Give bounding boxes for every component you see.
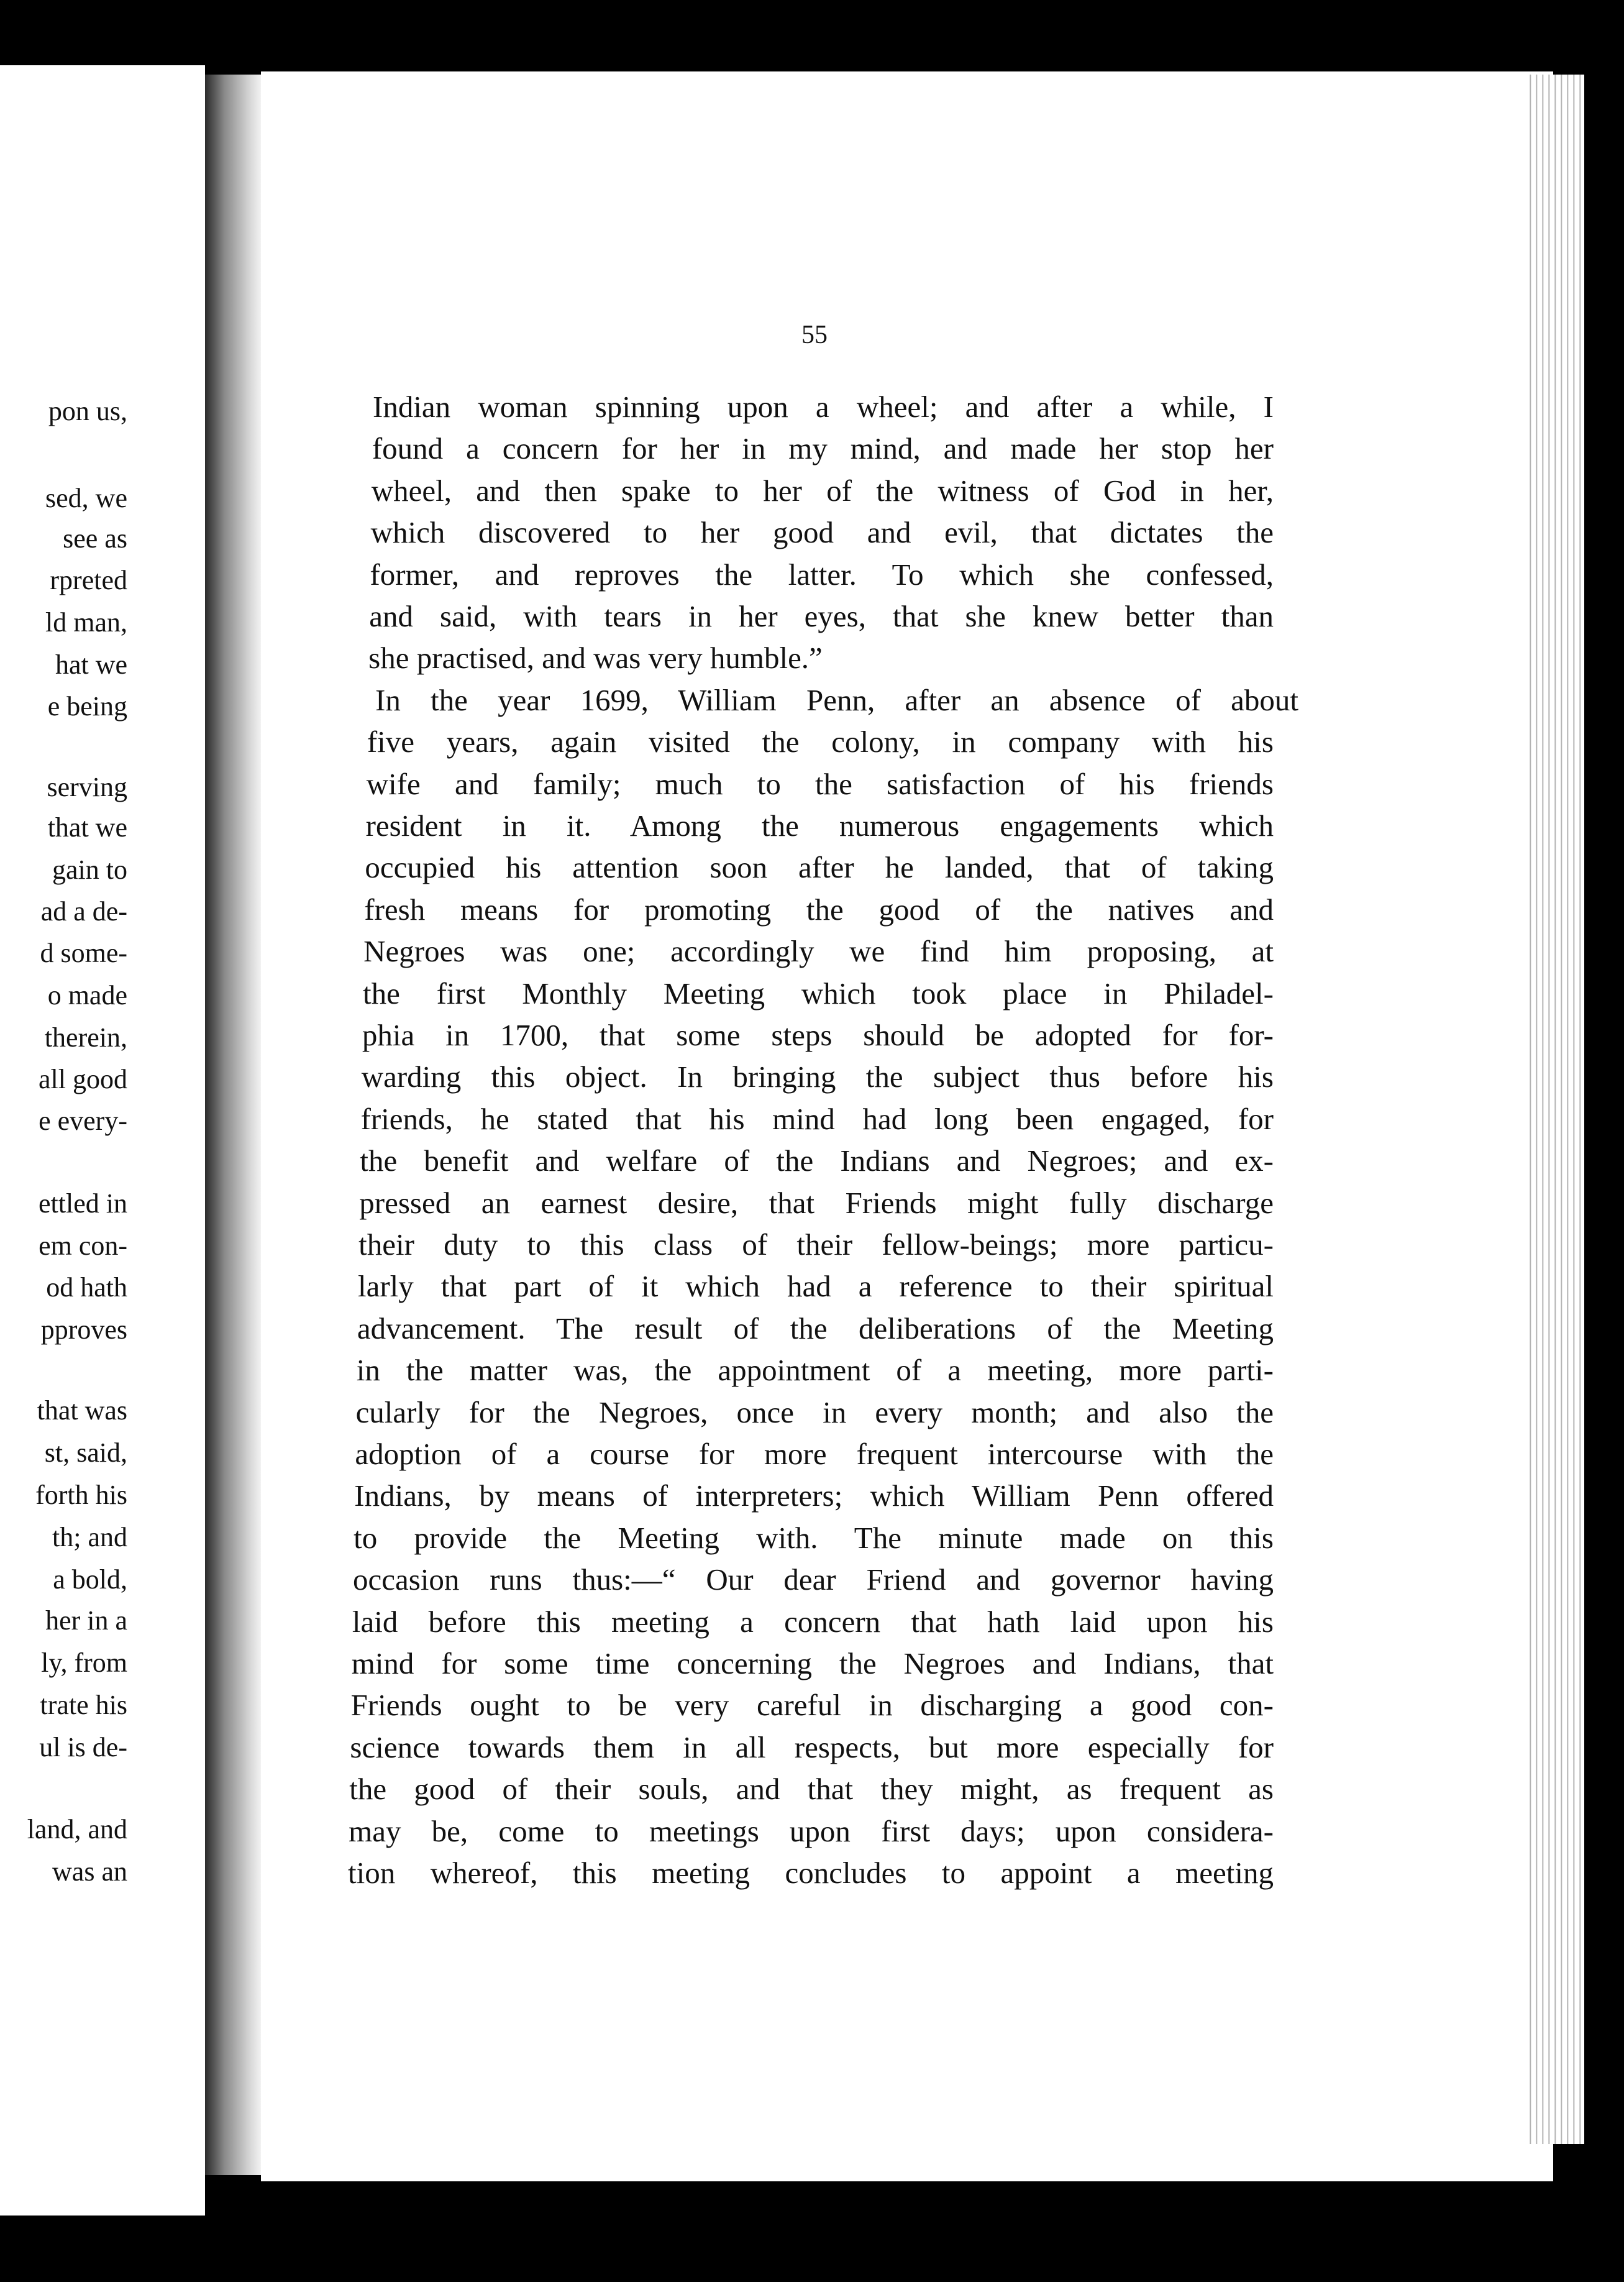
text-line: friends, he stated that his mind had long been engaged, for bbox=[360, 1101, 1274, 1136]
text-line: occupied his attention soon after he landed, that of taking bbox=[365, 850, 1274, 885]
left-page-fragment: od hath bbox=[46, 1272, 127, 1303]
text-line: cularly for the Negroes, once in every month; and also the bbox=[355, 1395, 1274, 1429]
text-line: wheel, and then spake to her of the witness of God in her, bbox=[371, 473, 1274, 508]
text-line: to provide the Meeting with. The minute made on this bbox=[354, 1520, 1274, 1555]
text-line: wife and family; much to the satisfaction of his friends bbox=[366, 766, 1274, 801]
text-line: fresh means for promoting the good of the natives and bbox=[364, 892, 1274, 927]
left-page-fragment: serving bbox=[47, 772, 127, 802]
text-line: In the year 1699, William Penn, after an absence of about bbox=[375, 682, 1298, 717]
text-line: larly that part of it which had a reference to their spiritual bbox=[358, 1269, 1274, 1304]
text-line: the first Monthly Meeting which took place in Philadel- bbox=[363, 976, 1274, 1010]
left-page-fragment: e being bbox=[47, 691, 127, 722]
text-line: resident in it. Among the numerous engagements which bbox=[365, 809, 1274, 843]
text-line: science towards them in all respects, but more especially for bbox=[350, 1730, 1274, 1764]
left-page-fragment: gain to bbox=[52, 855, 127, 885]
text-line: mind for some time concerning the Negroes and Indians, that bbox=[351, 1646, 1274, 1680]
text-line: in the matter was, the appointment of a meeting, more parti- bbox=[356, 1353, 1274, 1388]
left-page-fragment: trate his bbox=[40, 1690, 127, 1720]
left-page bbox=[0, 65, 205, 2216]
text-line: Negroes was one; accordingly we find him proposing, at bbox=[363, 934, 1274, 969]
text-line: tion whereof, this meeting concludes to appoint a meeting bbox=[348, 1856, 1274, 1890]
left-page-fragment: ul is de- bbox=[39, 1732, 127, 1762]
text-line: Indian woman spinning upon a wheel; and after a while, I bbox=[373, 390, 1274, 424]
text-line: their duty to this class of their fellow-beings; more particu- bbox=[358, 1227, 1274, 1262]
left-page-fragment: all good bbox=[39, 1064, 127, 1094]
left-page-fragment: pon us, bbox=[48, 396, 127, 426]
text-line: Friends ought to be very careful in discharging a good con- bbox=[350, 1688, 1274, 1723]
text-line: she practised, and was very humble.” bbox=[368, 641, 823, 676]
left-page-fragment: therein, bbox=[44, 1022, 127, 1053]
left-page-fragment: o made bbox=[47, 980, 127, 1010]
text-line: which discovered to her good and evil, that dictates the bbox=[370, 515, 1274, 550]
left-page-fragment: that was bbox=[37, 1395, 127, 1426]
text-line: phia in 1700, that some steps should be adopted for for- bbox=[362, 1018, 1274, 1052]
left-page-fragment: ettled in bbox=[39, 1188, 127, 1219]
left-page-fragment: pproves bbox=[40, 1314, 127, 1345]
text-line: found a concern for her in my mind, and made her stop her bbox=[372, 431, 1274, 466]
left-page-fragment: land, and bbox=[27, 1814, 127, 1844]
text-line: the good of their souls, and that they might, as frequent as bbox=[349, 1772, 1274, 1807]
text-line: pressed an earnest desire, that Friends might fully discharge bbox=[359, 1185, 1274, 1220]
left-page-fragment: ad a de- bbox=[40, 896, 127, 927]
left-page-fragment: a bold, bbox=[53, 1564, 127, 1595]
text-line: and said, with tears in her eyes, that she knew better than bbox=[369, 599, 1274, 633]
left-page-fragment: th; and bbox=[52, 1522, 127, 1552]
left-page-fragment: sed, we bbox=[45, 483, 127, 513]
left-page-fragment: her in a bbox=[45, 1605, 127, 1636]
left-page-fragment: ld man, bbox=[45, 607, 127, 638]
left-page-fragment: em con- bbox=[39, 1230, 127, 1261]
left-page-fragment: that we bbox=[47, 812, 127, 843]
page-edges bbox=[1525, 75, 1584, 2144]
left-page-fragment: forth his bbox=[35, 1480, 127, 1510]
text-line: occasion runs thus:—“ Our dear Friend and governor having bbox=[353, 1562, 1274, 1597]
text-line: former, and reproves the latter. To which she confessed, bbox=[370, 557, 1274, 592]
text-line: advancement. The result of the deliberations of the Meeting bbox=[357, 1311, 1274, 1345]
text-line: laid before this meeting a concern that hath laid upon his bbox=[352, 1604, 1274, 1639]
left-page-fragment: ly, from bbox=[41, 1647, 127, 1678]
text-line: may be, come to meetings upon first days; upon considera- bbox=[349, 1813, 1274, 1848]
left-page-fragment: see as bbox=[63, 523, 127, 554]
left-page-fragment: was an bbox=[52, 1856, 127, 1887]
left-page-fragment: e every- bbox=[39, 1106, 127, 1136]
page-number: 55 bbox=[801, 321, 828, 349]
text-line: Indians, by means of interpreters; which William Penn offered bbox=[354, 1478, 1274, 1513]
book-gutter bbox=[205, 75, 261, 2175]
left-page-fragment: hat we bbox=[55, 649, 127, 680]
text-line: the benefit and welfare of the Indians and Negroes; and ex- bbox=[360, 1143, 1274, 1178]
text-line: five years, again visited the colony, in company with his bbox=[367, 725, 1274, 759]
text-line: adoption of a course for more frequent intercourse with the bbox=[355, 1437, 1274, 1471]
left-page-fragment: rpreted bbox=[50, 565, 127, 595]
left-page-fragment: st, said, bbox=[44, 1437, 127, 1468]
text-line: warding this object. In bringing the subject thus before his bbox=[361, 1060, 1274, 1094]
left-page-fragment: d some- bbox=[40, 938, 127, 968]
